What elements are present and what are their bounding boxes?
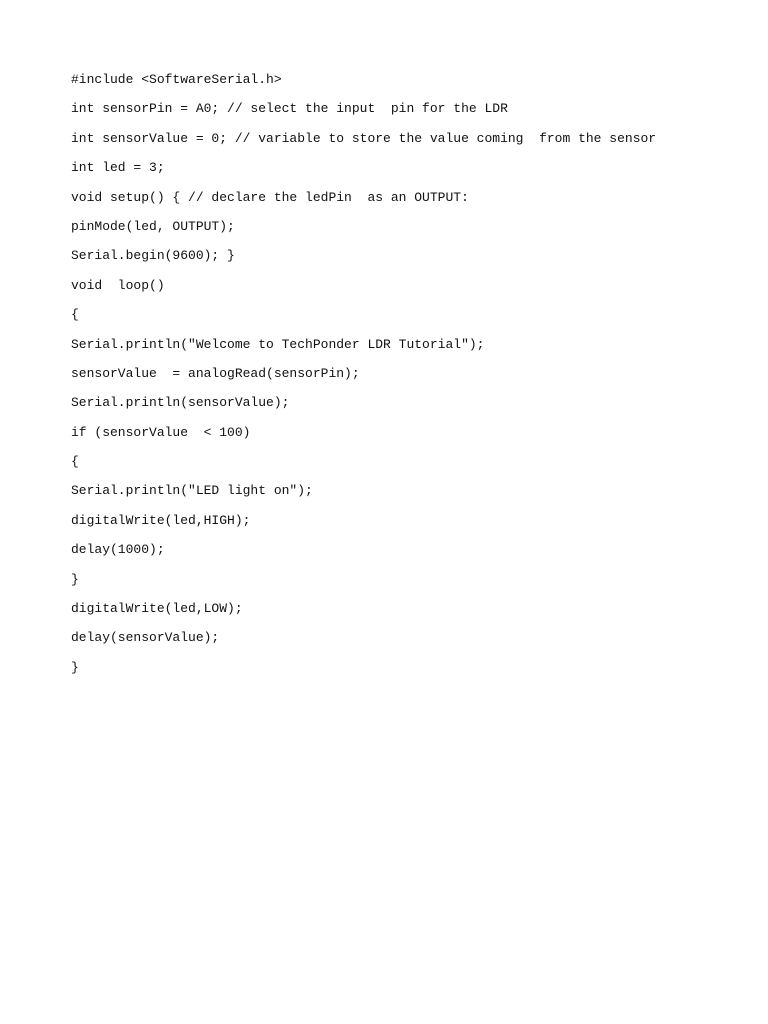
code-line: int led = 3; [71, 160, 165, 176]
code-line: } [71, 571, 79, 587]
code-line: Serial.begin(9600); } [71, 248, 235, 264]
code-line: void loop() [71, 277, 165, 293]
code-line: sensorValue = analogRead(sensorPin); [71, 365, 360, 381]
code-line: digitalWrite(led,LOW); [71, 601, 243, 617]
code-listing [71, 70, 731, 687]
code-line: Serial.println(sensorValue); [71, 395, 290, 411]
code-line: { [71, 454, 79, 470]
code-line: } [71, 659, 79, 675]
code-line: int sensorPin = A0; // select the input pin for the LDR [71, 101, 508, 117]
code-line: if (sensorValue < 100) [71, 424, 251, 440]
code-line: int sensorValue = 0; // variable to store the value coming from the sensor [71, 130, 657, 146]
code-line: digitalWrite(led,HIGH); [71, 512, 251, 528]
code-line: { [71, 307, 79, 323]
code-line: pinMode(led, OUTPUT); [71, 218, 235, 234]
code-line: void setup() { // declare the ledPin as an OUTPUT: [71, 189, 469, 205]
code-line: Serial.println("LED light on"); [71, 483, 313, 499]
code-line: #include <SoftwareSerial.h> [71, 72, 282, 87]
code-line: delay(sensorValue); [71, 630, 220, 646]
code-line: Serial.println("Welcome to TechPonder LDR Tutorial"); [71, 336, 485, 352]
code-line: delay(1000); [71, 542, 165, 558]
